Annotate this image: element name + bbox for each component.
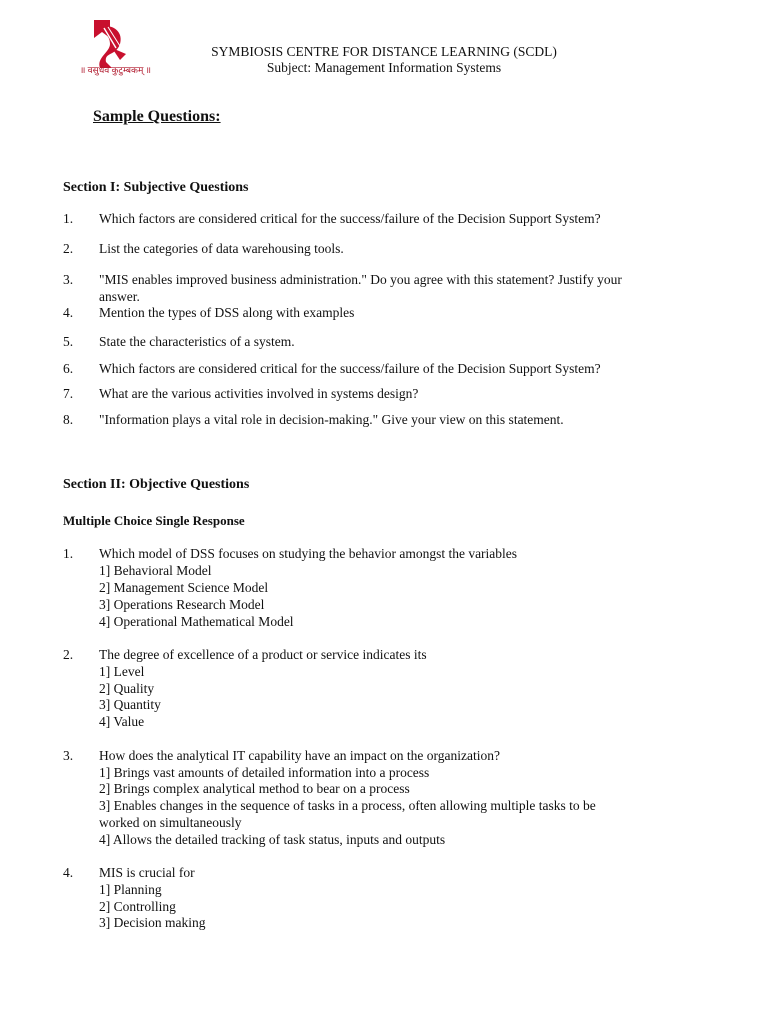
section-2-subheading: Multiple Choice Single Response xyxy=(63,513,245,528)
q1-5-number: 5. xyxy=(63,334,74,349)
q2-3-option-4: 4] Allows the detailed tracking of task status, inputs and outputs xyxy=(99,832,446,847)
q2-4-option-2: 2] Controlling xyxy=(99,899,176,914)
q2-4-option-3: 3] Decision making xyxy=(99,915,206,930)
page-title: Sample Questions: xyxy=(93,108,221,125)
q2-1-number: 1. xyxy=(63,546,74,561)
q2-2-option-2: 2] Quality xyxy=(99,681,155,696)
q2-3-option-2: 2] Brings complex analytical method to bear on a process xyxy=(99,781,410,796)
q2-1-option-2: 2] Management Science Model xyxy=(99,580,269,595)
q1-3-number: 3. xyxy=(63,272,74,287)
q2-1-option-3: 3] Operations Research Model xyxy=(99,597,265,612)
q2-1-text: Which model of DSS focuses on studying the behavior amongst the variables xyxy=(99,546,518,561)
q2-4-option-1: 1] Planning xyxy=(99,882,162,897)
q1-2-text: List the categories of data warehousing tools. xyxy=(99,241,344,256)
q2-3-option-1: 1] Brings vast amounts of detailed information into a process xyxy=(99,765,430,780)
q1-8-text: "Information plays a vital role in decision-making." Give your view on this statement. xyxy=(99,412,564,427)
section-1-heading: Section I: Subjective Questions xyxy=(63,180,249,195)
subject-line: Subject: Management Information Systems xyxy=(266,60,502,75)
q1-7-text: What are the various activities involved in systems design? xyxy=(99,386,419,401)
q1-6-number: 6. xyxy=(63,361,74,376)
q1-6-text: Which factors are considered critical for the success/failure of the Decision Support System? xyxy=(99,361,601,376)
q2-1-option-1: 1] Behavioral Model xyxy=(99,563,212,578)
logo-motto: ॥ वसुधैव कुटुम्बकम् ॥ xyxy=(80,65,151,75)
q2-4-number: 4. xyxy=(63,865,74,880)
q2-3-text: How does the analytical IT capability have an impact on the organization? xyxy=(99,748,500,763)
q1-7-number: 7. xyxy=(63,386,74,401)
q2-3-option-3: 3] Enables changes in the sequence of tasks in a process, often allowing multiple tasks to be xyxy=(99,798,596,813)
q1-5-text: State the characteristics of a system. xyxy=(99,334,295,349)
q2-1-option-4: 4] Operational Mathematical Model xyxy=(99,614,294,629)
q2-3-option-3-cont: worked on simultaneously xyxy=(99,815,242,830)
q1-4-number: 4. xyxy=(63,305,74,320)
q2-4-text: MIS is crucial for xyxy=(99,865,195,880)
q2-2-option-1: 1] Level xyxy=(99,664,145,679)
q1-1-number: 1. xyxy=(63,211,74,226)
q1-2-number: 2. xyxy=(63,241,74,256)
q1-4-text: Mention the types of DSS along with examples xyxy=(99,305,355,320)
q1-3-text-cont: answer. xyxy=(99,289,140,304)
q2-3-number: 3. xyxy=(63,748,74,763)
q1-8-number: 8. xyxy=(63,412,74,427)
section-2-heading: Section II: Objective Questions xyxy=(63,477,250,492)
q1-1-text: Which factors are considered critical for the success/failure of the Decision Support System? xyxy=(99,211,601,226)
q2-2-number: 2. xyxy=(63,647,74,662)
q2-2-option-4: 4] Value xyxy=(99,714,145,729)
q2-2-text: The degree of excellence of a product or service indicates its xyxy=(99,647,427,662)
institution-name: SYMBIOSIS CENTRE FOR DISTANCE LEARNING (SCDL) xyxy=(211,44,557,59)
q1-3-text: "MIS enables improved business administration." Do you agree with this statement? Justify your xyxy=(99,272,622,287)
q2-2-option-3: 3] Quantity xyxy=(99,697,161,712)
